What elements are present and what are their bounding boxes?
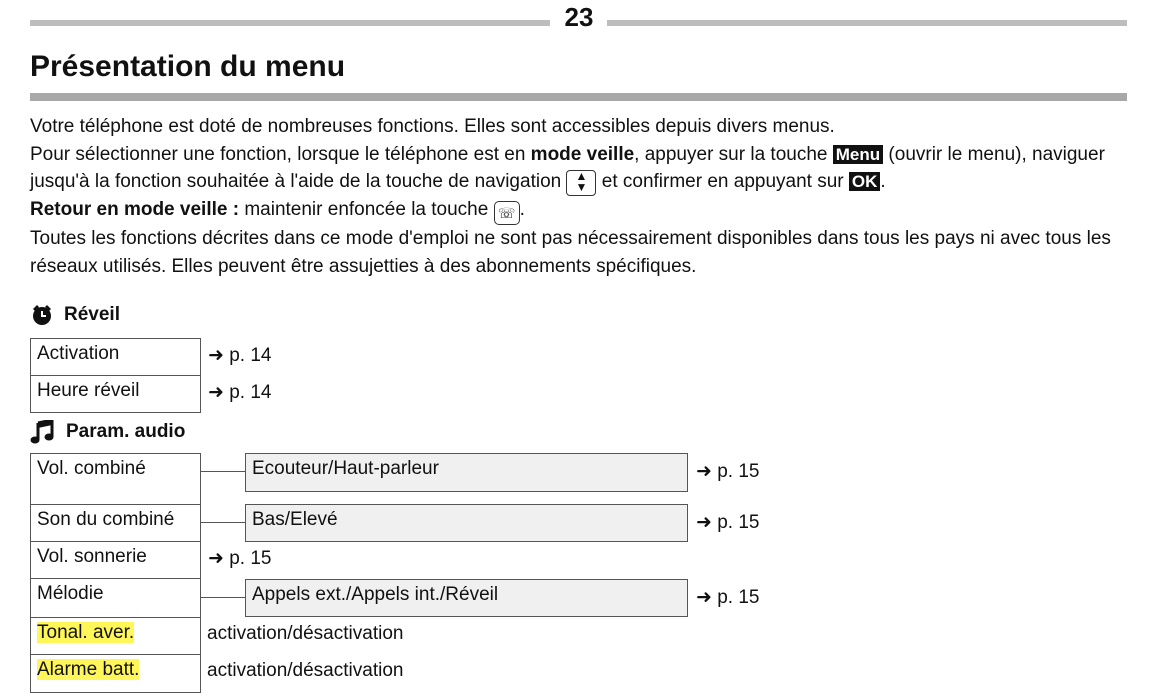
page-ref[interactable]: ➜ p. 14 [208, 382, 272, 403]
submenu-bas-eleve[interactable]: Bas/Elevé [245, 504, 688, 542]
music-note-icon [30, 420, 56, 444]
page-number: 23 [564, 2, 594, 32]
intro-line-3 [30, 196, 1140, 225]
intro-text-span: maintenir enfoncée la touche [239, 199, 494, 220]
intro-text-span: (ouvrir le menu), naviguer jusqu'à la fonction souhaitée à l'aide de la touche de navigation [30, 143, 1105, 192]
page-ref[interactable]: ➜ p. 15 [696, 461, 760, 482]
section-audio-title: Param. audio [66, 421, 186, 442]
intro-text-span: . [880, 171, 886, 192]
menu-item-activation[interactable]: Activation [30, 338, 201, 376]
section-reveil-header [30, 303, 120, 327]
intro-text-span: . [519, 199, 525, 220]
alarm-clock-icon [30, 303, 54, 327]
navigation-key-icon: ▲ ▼ [566, 170, 596, 196]
highlighted-label: Alarme batt. [37, 659, 140, 680]
intro-text [30, 113, 1140, 280]
intro-text-span: , appuyer sur la touche [634, 143, 833, 165]
menu-item-heure-reveil[interactable]: Heure réveil [30, 375, 201, 413]
intro-line-1: Votre téléphone est doté de nombreuses fonctions. Elles sont accessibles depuis divers menus. [30, 116, 835, 137]
menu-key-icon: Menu [833, 145, 883, 164]
option-text: activation/désactivation [207, 623, 404, 644]
header-rule-left [30, 20, 550, 26]
menu-item-vol-combine[interactable]: Vol. combiné [30, 453, 201, 505]
submenu-appels-reveil[interactable]: Appels ext./Appels int./Réveil [245, 579, 688, 617]
end-call-key-icon: ☏ [494, 201, 520, 225]
intro-line-4: Toutes les fonctions décrites dans ce mode d'emploi ne sont pas nécessairement disponibles dans tous les pays ni avec tous les réseaux utilisés. Elles peuvent être assujetties à des abonnements spécifiques. [30, 228, 1111, 277]
menu-item-melodie[interactable]: Mélodie [30, 578, 201, 618]
section-audio-header [30, 420, 185, 444]
menu-item-vol-sonnerie[interactable]: Vol. sonnerie [30, 541, 201, 579]
highlighted-label: Tonal. aver. [37, 622, 135, 643]
page-title: Présentation du menu [30, 50, 346, 83]
menu-item-alarme-batt[interactable] [30, 654, 201, 693]
standby-return-term: Retour en mode veille : [30, 199, 240, 220]
page-ref[interactable]: ➜ p. 15 [208, 548, 272, 569]
menu-item-tonal-aver[interactable] [30, 617, 201, 655]
page-ref[interactable]: ➜ p. 15 [696, 512, 760, 533]
option-text: activation/désactivation [207, 660, 404, 681]
intro-text-span: Pour sélectionner une fonction, lorsque le téléphone est en [30, 143, 531, 165]
ok-key-icon: OK [849, 172, 881, 191]
page-ref[interactable]: ➜ p. 15 [696, 587, 760, 608]
section-reveil-title: Réveil [64, 304, 120, 325]
connector-line [201, 597, 245, 598]
header-rule-right [607, 20, 1127, 26]
intro-text-span: et confirmer en appuyant sur [596, 171, 849, 192]
mode-veille-term: mode veille [530, 143, 635, 165]
connector-line [201, 471, 245, 472]
submenu-ecouteur-haut-parleur[interactable]: Ecouteur/Haut-parleur [245, 453, 688, 492]
intro-line-2 [30, 141, 1140, 197]
connector-line [201, 522, 245, 523]
menu-item-son-du-combine[interactable]: Son du combiné [30, 504, 201, 542]
page-ref[interactable]: ➜ p. 14 [208, 345, 272, 366]
title-underline [30, 93, 1127, 101]
